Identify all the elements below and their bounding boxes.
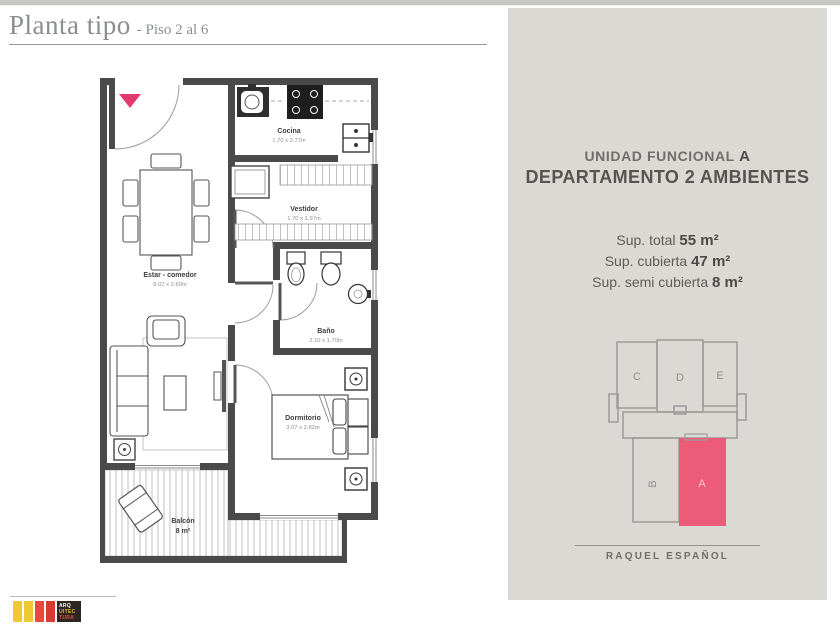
- room-dims-dormitorio: 3.07 x 2.82m: [286, 425, 320, 431]
- armchair: [147, 316, 185, 346]
- toilet-icon: [321, 252, 341, 285]
- logo-text-line: TURA: [59, 614, 75, 621]
- room-label-estar: Estar - comedor: [143, 272, 197, 279]
- unit-title: [508, 148, 827, 165]
- area-value: 55 m²: [679, 232, 719, 249]
- logo-bar-yellow: [13, 601, 22, 622]
- logo-text-line: ARQ: [59, 602, 72, 609]
- surface-areas: [508, 230, 827, 293]
- room-dims-bano: 2.10 x 1.70m: [309, 338, 343, 344]
- info-panel: [508, 8, 827, 600]
- room-dims-estar: 8.07 x 2.60m: [153, 282, 187, 288]
- key-unit-c: C: [633, 371, 641, 383]
- coffee-table: [164, 376, 186, 410]
- logo-text-box: [57, 601, 81, 622]
- room-label-balcon: Balcón: [171, 518, 195, 525]
- floor-plan-drawing: [95, 70, 387, 570]
- page-title-main: Planta tipo: [9, 10, 131, 40]
- footer-divider: [10, 596, 116, 597]
- speaker-icon: [114, 439, 135, 460]
- architect-divider: [575, 545, 760, 546]
- room-dims-balcon: 8 m²: [175, 528, 191, 535]
- stove-icon: [287, 85, 323, 119]
- logo-text-line: UITEC: [59, 608, 76, 615]
- architect-name: RAQUEL ESPAÑOL: [605, 551, 730, 562]
- entrance-arrow-icon: [119, 94, 141, 108]
- room-label-bano: Baño: [317, 328, 335, 335]
- sofa: [110, 346, 148, 436]
- key-unit-e: E: [716, 370, 724, 382]
- room-dims-cocina: 1.70 x 2.77m: [272, 138, 306, 144]
- bidet-icon: [287, 252, 305, 285]
- unit-subtitle: DEPARTAMENTO 2 AMBIENTES: [525, 167, 810, 187]
- bath-sink-icon: [349, 285, 372, 304]
- top-border: [0, 0, 840, 6]
- room-label-dormitorio: Dormitorio: [285, 415, 321, 422]
- closet-bottom: [235, 224, 372, 240]
- page-title-sub: - Piso 2 al 6: [136, 22, 209, 38]
- area-row: [508, 251, 827, 272]
- tv-icon: [214, 360, 226, 412]
- unit-letter: A: [739, 148, 751, 165]
- closet-top: [280, 165, 372, 185]
- page-title: [9, 10, 208, 41]
- area-value: 8 m²: [712, 274, 743, 291]
- area-label: Sup. cubierta: [604, 253, 688, 269]
- laundry-icon: [343, 124, 373, 152]
- unit-label: UNIDAD FUNCIONAL: [584, 148, 735, 164]
- key-unit-b: B: [647, 480, 659, 488]
- area-label: Sup. total: [616, 232, 676, 248]
- kitchen-sink-icon: [237, 84, 269, 117]
- wardrobe: [231, 166, 269, 198]
- key-unit-a: A: [698, 478, 706, 490]
- area-row: [508, 230, 827, 251]
- logo-bar-red: [46, 601, 55, 622]
- room-label-vestidor: Vestidor: [290, 206, 318, 213]
- area-label: Sup. semi cubierta: [592, 274, 709, 290]
- key-plan: [603, 336, 763, 536]
- area-value: 47 m²: [691, 253, 731, 270]
- studio-logo: [13, 601, 81, 622]
- floor-plan: [95, 70, 387, 570]
- title-underline: [9, 44, 487, 45]
- area-row: [508, 272, 827, 293]
- dining-set: [123, 154, 209, 270]
- logo-bar-yellow: [24, 601, 33, 622]
- room-dims-vestidor: 1.70 x 1.97m: [287, 216, 321, 222]
- room-label-cocina: Cocina: [277, 128, 301, 135]
- logo-bar-red: [35, 601, 44, 622]
- key-unit-d: D: [676, 372, 684, 384]
